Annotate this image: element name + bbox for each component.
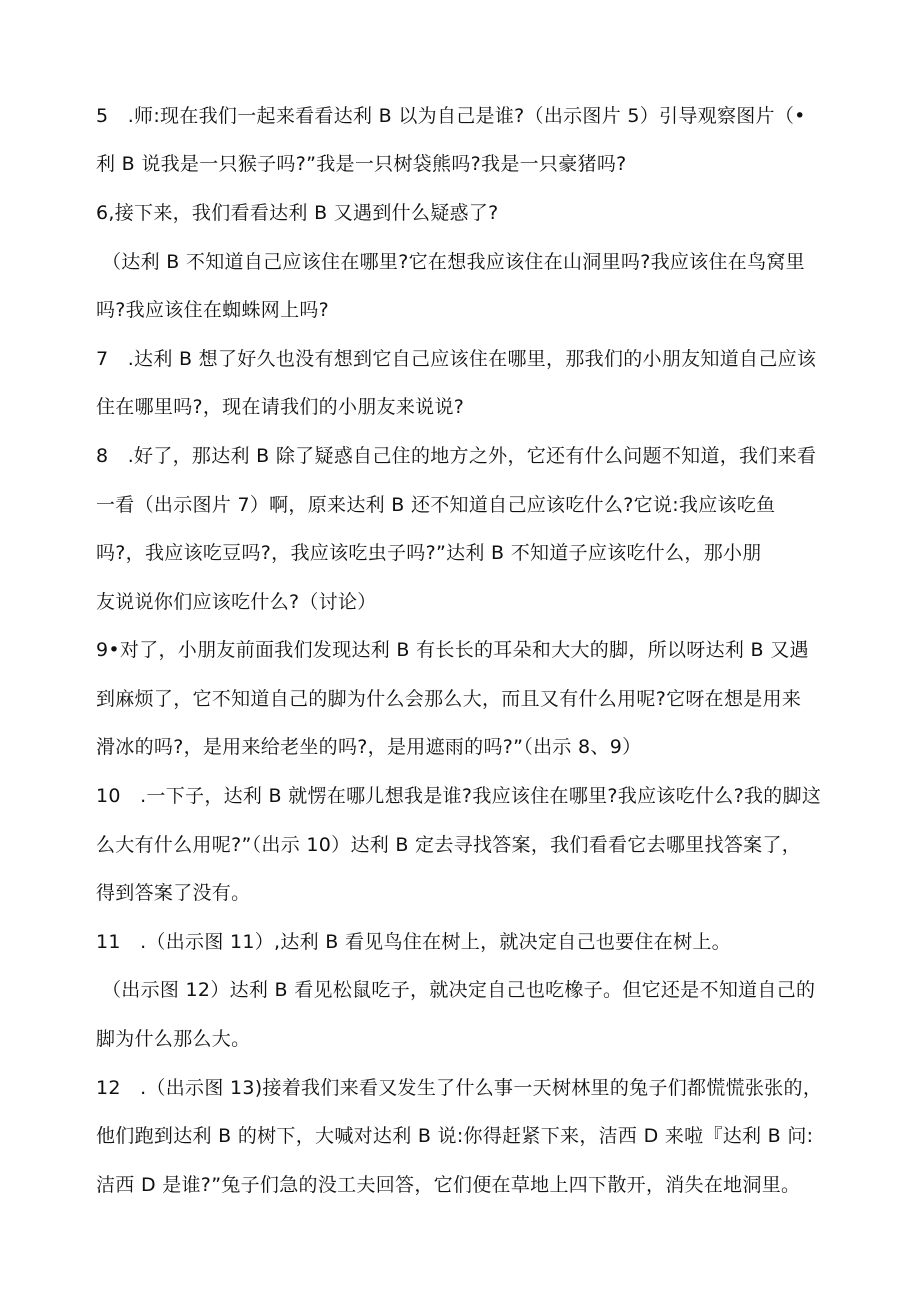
text-line-20: 脚为什么那么大。 — [96, 1028, 251, 1050]
text-line-17: 得到答案了没有。 — [96, 882, 251, 904]
text-line-8: 8 .好了，那达利 B 除了疑惑自己住的地方之外，它还有什么问题不知道，我们来看 — [96, 445, 817, 467]
text-line-22: 他们跑到达利 B 的树下，大喊对达利 B 说:你得赶紧下来，洁西 D 来啦『达利 B 问: — [96, 1125, 814, 1147]
text-line-13: 到麻烦了，它不知道自己的脚为什么会那么大，而且又有什么用呢?它呀在想是用来 — [96, 688, 802, 710]
text-line-15: 10 .一下子，达利 B 就愣在哪儿想我是谁?我应该住在哪里?我应该吃什么?我的脚这 — [96, 785, 822, 807]
text-line-12: 9•对了，小朋友前面我们发现达利 B 有长长的耳朵和大大的脚，所以呀达利 B 又遇 — [96, 639, 809, 661]
text-line-2: 利 B 说我是一只猴子吗?”我是一只树袋熊吗?我是一只豪猪吗? — [96, 153, 627, 175]
text-line-18: 11 .（出示图 11）,达利 B 看见鸟住在树上，就决定自己也要住在树上。 — [96, 931, 731, 953]
text-line-10: 吗?，我应该吃豆吗?，我应该吃虫子吗?”达利 B 不知道子应该吃什么，那小朋 — [96, 542, 762, 564]
text-line-14: 滑冰的吗?，是用来给老坐的吗?，是用遮雨的吗?”（出示 8、9） — [96, 736, 642, 758]
text-line-6: 7 .达利 B 想了好久也没有想到它自己应该住在哪里，那我们的小朋友知道自己应该 — [96, 348, 817, 370]
text-line-16: 么大有什么用呢?”（出示 10）达利 B 定去寻找答案，我们看看它去哪里找答案了， — [96, 834, 802, 856]
text-line-3: 6,接下来，我们看看达利 B 又遇到什么疑惑了? — [96, 202, 499, 224]
text-line-21: 12 .（出示图 13)接着我们来看又发生了什么事一天树林里的兔子们都慌慌张张的， — [96, 1077, 823, 1099]
text-line-19: （出示图 12）达利 B 看见松鼠吃子，就决定自己也吃橡子。但它还是不知道自己的 — [102, 979, 816, 1001]
text-line-7: 住在哪里吗?，现在请我们的小朋友来说说? — [96, 396, 465, 418]
text-line-5: 吗?我应该住在蜘蛛网上吗? — [96, 299, 330, 321]
text-line-11: 友说说你们应该吃什么?（讨论） — [96, 591, 377, 613]
text-line-9: 一看（出示图片 7）啊，原来达利 B 还不知道自己应该吃什么?它说:我应该吃鱼 — [96, 494, 776, 516]
text-line-23: 洁西 D 是谁?”兔子们急的没工夫回答，它们便在草地上四下散开，消失在地洞里。 — [96, 1174, 801, 1196]
text-line-4: （达利 B 不知道自己应该住在哪里?它在想我应该住在山洞里吗?我应该住在鸟窝里 — [102, 251, 805, 273]
text-line-1: 5 .师:现在我们一起来看看达利 B 以为自己是谁?（出示图片 5）引导观察图片（• — [96, 105, 806, 127]
